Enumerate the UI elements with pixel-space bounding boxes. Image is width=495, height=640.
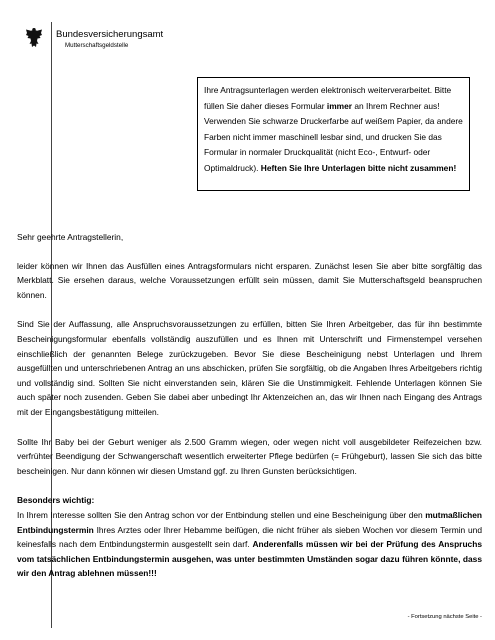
continued-note: - Fortsetzung nächste Seite - xyxy=(407,614,482,620)
notice-box xyxy=(197,77,470,191)
paragraph-4-text-a: In Ihrem Interesse sollten Sie den Antrag schon vor der Entbindung stellen und eine Bescheinigung über den xyxy=(17,509,426,520)
paragraph-4-warning: Anderenfalls müssen wir bei der Prüfung des Anspruchs vom tatsächlichen Entbindungstermin ausgehen, was unter bestimmten Umständen sogar dazu führen könnte, dass wir den Antrag ablehnen müssen!!! xyxy=(17,539,482,579)
paragraph-4-emphasis-date: mutmaßlichen Entbindungstermin xyxy=(17,509,482,535)
notice-emphasis-immer: immer xyxy=(326,100,353,111)
federal-eagle-icon xyxy=(25,26,43,50)
paragraph-2: Sind Sie der Auffassung, alle Anspruchsvoraussetzungen zu erfüllen, bitten Sie Ihren Arbeitgeber, das für ihn bestimmte Bescheinigungsformular ebenfalls vollständig auszufüllen und es Ihnen mit Unterschrift und Firmenstempel versehen einschließlich der genannten Belege zurückzugeben. Bevor Sie diese Bescheinigung nebst Unterlagen und Ihrem ausgefüllten und unterschriebenen Antrag an uns abschicken, prüfen Sie sorgfältig, ob die Angaben Ihres Arbeitgebers richtig und vollständig sind. Sollten Sie nicht einverstanden sein, klären Sie die Unstimmigkeit. Fehlende Unterlagen können Sie auch später noch zusenden. Geben Sie dabei aber unbedingt Ihr Aktenzeichen an, das wir Ihnen nach Eingang des Antrags mit der Eingangsbestätigung mitteilen. xyxy=(17,319,482,417)
organization-name: Bundesversicherungsamt xyxy=(56,29,164,40)
paragraph-3: Sollte Ihr Baby bei der Geburt weniger als 2.500 Gramm wiegen, oder wegen nicht voll ausgebildeter Reifezeichen bzw. verfrühter Beendigung der Schwangerschaft wesentlich erweiterter Pflege bedürfen (= Frühgeburt), lassen Sie sich das bitte bescheinigen. Nur dann können wir diesen Umstand ggf. zu Ihren Gunsten berücksichtigen. xyxy=(17,436,482,476)
notice-warning: Heften Sie Ihre Unterlagen bitte nicht zusammen! xyxy=(260,162,457,173)
important-heading: Besonders wichtig: xyxy=(17,495,95,506)
notice-text-2: an Ihrem Rechner aus! Verwenden Sie schwarze Druckerfarbe auf weißem Papier, da andere Farben nicht immer maschinell lesbar sind, und drucken Sie das Formular in normaler Druckqualität (nicht Eco-, Entwurf- oder Optimaldruck). xyxy=(204,100,463,173)
paragraph-4-text-c: Ihres Arztes oder Ihrer Hebamme beifügen, die nicht früher als sieben Wochen vor diesem Termin und keinesfalls nach dem Entbindungstermin ausgestellt sein darf. xyxy=(17,524,482,550)
letter-body xyxy=(17,230,482,596)
notice-text-1: Ihre Antragsunterlagen werden elektronisch weiterverarbeitet. Bitte füllen Sie daher dieses Formular xyxy=(204,85,452,111)
greeting: Sehr geehrte Antragstellerin, xyxy=(17,232,124,242)
department-name: Mutterschaftsgeldstelle xyxy=(65,42,129,49)
paragraph-1: leider können wir Ihnen das Ausfüllen eines Antragsformulars nicht ersparen. Zunächst lesen Sie aber bitte sorgfältig das Merkblatt. Sie ersehen daraus, welche Voraussetzungen erfüllt sein müssen, damit Sie Mutterschaftsgeld beanspruchen können. xyxy=(17,260,482,300)
paragraph-4 xyxy=(17,493,482,581)
